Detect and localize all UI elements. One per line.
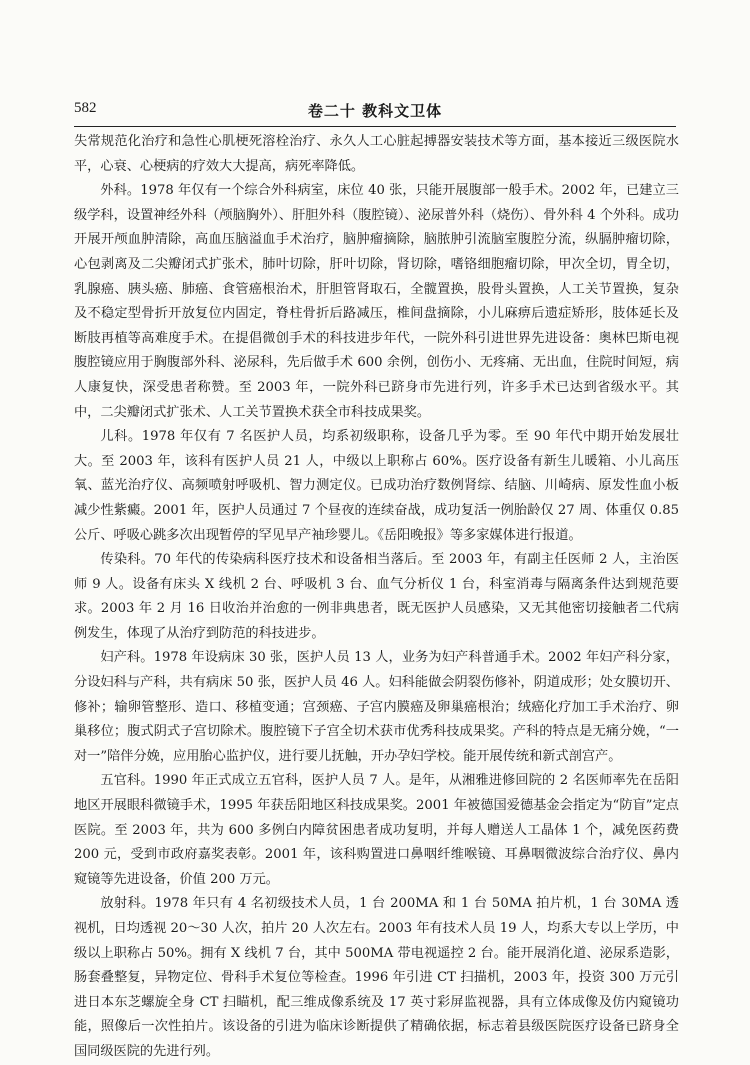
paragraph-infectious-disease: 传染科。70 年代的传染病科医疗技术和设备相当落后。至 2003 年，有副主任医师 2 人，主治医师 9 人。设备有床头 X 线机 2 台、呼吸机 3 台、血气分析仪 1 台，科室消毒与隔离条件达到规范要求。2003 年 2 月 16 日收治并治愈的一例非典患者，既无医护人员感染，又无其他密切接触者二代病例发生，体现了从治疗到防范的科技进步。 [74,552,679,641]
paragraph-pediatrics: 儿科。1978 年仅有 7 名医护人员，均系初级职称，设备几乎为零。至 90 年代中期开始发展壮大。至 2003 年，该科有医护人员 21 人，中级以上职称占 60%。医疗设备有新生儿暖箱、小儿高压氧、蓝光治疗仪、高频喷射呼吸机、智力测定仪。已成功治疗数例肾综、结脑、川崎病、原发性血小板减少性紫癜。2001 年，医护人员通过 7 个昼夜的连续奋战，成功复活一例胎龄仅 27 周、体重仅 0.85 公斤、呼吸心跳多次出现暂停的罕见早产袖珍婴儿。《岳阳晚报》等多家媒体进行报道。 [74,429,679,543]
page-number: 582 [74,100,97,116]
body-text [74,130,679,1065]
paragraph-continuation: 失常规范化治疗和急性心肌梗死溶栓治疗、永久人工心脏起搏器安装技术等方面，基本接近三级医院水平，心衰、心梗病的疗效大大提高，病死率降低。 [74,134,679,174]
paragraph-surgery: 外科。1978 年仅有一个综合外科病室，床位 40 张，只能开展腹部一般手术。2002 年，已建立三级学科，设置神经外科（颅脑胸外）、肝胆外科（腹腔镜）、泌尿普外科（烧伤）、骨外科 4 个外科。成功开展开颅血肿清除，高血压脑溢血手术治疗，脑肿瘤摘除，脑脓肿引流脑室腹腔分流，纵膈肿瘤切除，心包剥离及二尖瓣闭式扩张术，肺叶切除，肝叶切除，肾切除，嗜铬细胞瘤切除，甲次全切，胃全切，乳腺癌、胰头癌、肺癌、食管癌根治术，肝胆管肾取石，全髋置换，股骨头置换，人工关节置换，复杂及不稳定型骨折开放复位内固定，脊柱骨折后路减压，椎间盘摘除，小儿麻痹后遗症矫形，肢体延长及断肢再植等高难度手术。在提倡微创手术的科技进步年代，一院外科引进世界先进设备：奥林巴斯电视腹腔镜应用于胸腹部外科、泌尿科，先后做手术 600 余例，创伤小、无疼痛、无出血，住院时间短，病人康复快，深受患者称赞。至 2003 年，一院外科已跻身市先进行列，许多手术已达到省级水平。其中，二尖瓣闭式扩张术、人工关节置换术获全市科技成果奖。 [74,183,679,420]
paragraph-ent-ophthalmology: 五官科。1990 年正式成立五官科，医护人员 7 人。是年，从湘雅进修回院的 2 名医师率先在岳阳地区开展眼科微镜手术，1995 年获岳阳地区科技成果奖。2001 年被德国爱德基金会指定为“防盲”定点医院。至 2003 年，共为 600 多例白内障贫困患者成功复明，并每人赠送人工晶体 1 个，减免医药费 200 元，受到市政府嘉奖表彰。2001 年，该科购置进口鼻咽纤维喉镜、耳鼻咽微波综合治疗仪、鼻内窥镜等先进设备，价值 200 万元。 [74,773,679,887]
paragraph-radiology: 放射科。1978 年只有 4 名初级技术人员，1 台 200MA 和 1 台 50MA 拍片机，1 台 30MA 透视机，日均透视 20～30 人次，拍片 20 人次左右。2003 年有技术人员 19 人，均系大专以上学历，中级以上职称占 50%。拥有 X 线机 7 台，其中 500MA 带电视遥控 2 台。能开展消化道、泌尿系造影，肠套叠整复，异物定位、骨科手术复位等检查。1996 年引进 CT 扫描机，2003 年，投资 300 万元引进日本东芝螺旋全身 CT 扫瞄机，配三维成像系统及 17 英寸彩屏监视器，具有立体成像及仿内窥镜功能，照像后一次性拍片。该设备的引进为临床诊断提供了精确依据，标志着县级医院医疗设备已跻身全国同级医院的先进行列。 [74,896,679,1059]
header-rule [74,126,676,127]
paragraph-obstetrics-gynecology: 妇产科。1978 年设病床 30 张，医护人员 13 人，业务为妇产科普通手术。2002 年妇产科分家，分设妇科与产科，共有病床 50 张，医护人员 46 人。妇科能做会阴裂伤修补，阴道成形；处女膜切开、修补；输卵管整形、造口、移植变通；宫颈癌、子宫内膜癌及卵巢癌根治；绒癌化疗加工手术治疗、卵巢移位；腹式阴式子宫切除术。腹腔镜下子宫全切术获市优秀科技成果奖。产科的特点是无痛分娩，“一对一”陪伴分娩，应用胎心监护仪，进行要儿抚触，开办孕妇学校。能开展传统和新式剖宫产。 [74,650,679,764]
page-header [74,100,676,124]
running-title: 卷二十 教科文卫体 [307,102,443,120]
